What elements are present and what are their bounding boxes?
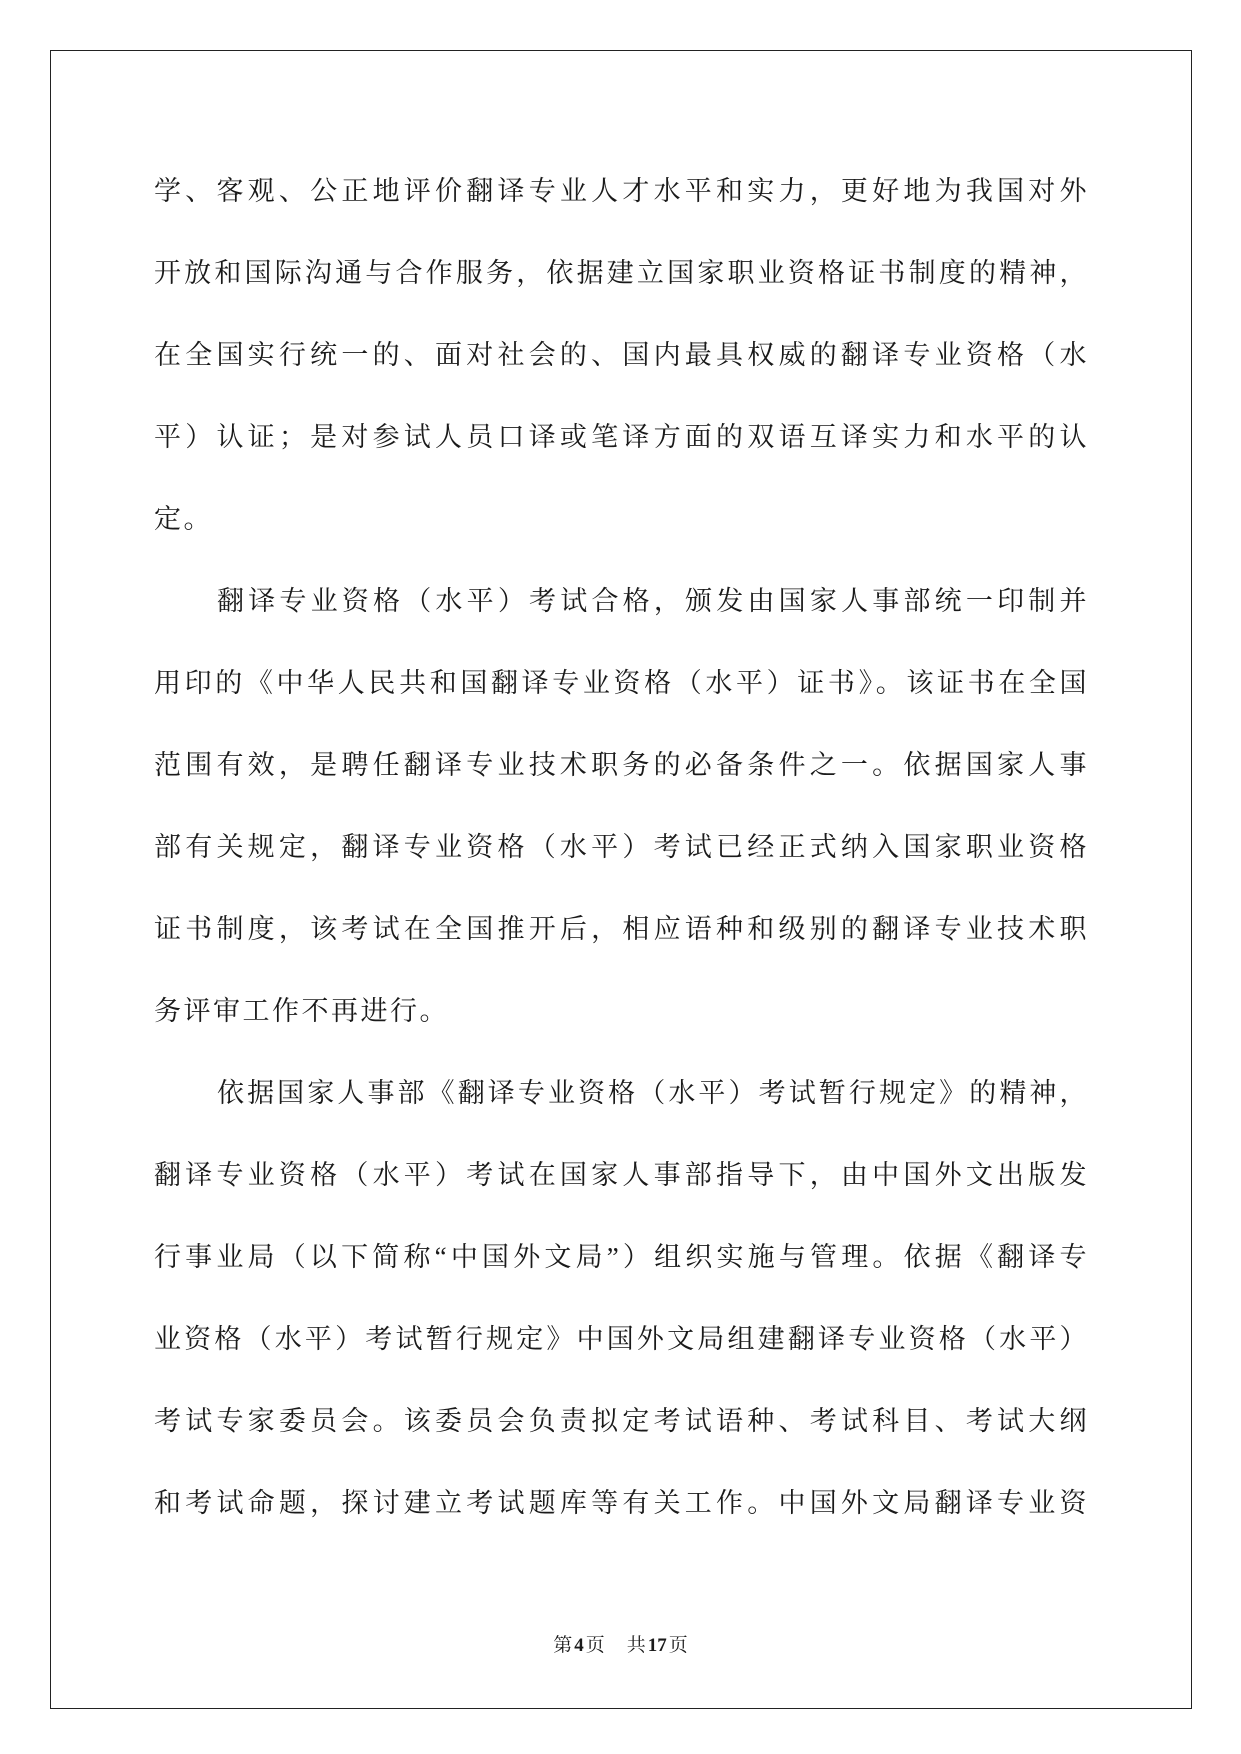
text-line: 翻译专业资格（水平）考试合格，颁发由国家人事部统一印制并: [217, 586, 1089, 616]
page-footer: [0, 1634, 1241, 1658]
text-line: 依据国家人事部《翻译专业资格（水平）考试暂行规定》的精神，: [217, 1078, 1089, 1108]
paragraph-3: [154, 1052, 1089, 1544]
text-line: 在全国实行统一的、面对社会的、国内最具权威的翻译专业资格（水: [154, 340, 1089, 370]
text-line: 用印的《中华人民共和国翻译专业资格（水平）证书》。该证书在全国: [154, 668, 1089, 698]
text-line: 翻译专业资格（水平）考试在国家人事部指导下，由中国外文出版发: [154, 1160, 1089, 1190]
paragraph-1: [154, 150, 1089, 560]
text-line: 部有关规定，翻译专业资格（水平）考试已经正式纳入国家职业资格: [154, 832, 1089, 862]
text-line: 学、客观、公正地评价翻译专业人才水平和实力，更好地为我国对外: [154, 176, 1089, 206]
text-line: 证书制度，该考试在全国推开后，相应语种和级别的翻译专业技术职: [154, 914, 1089, 944]
text-line: 务评审工作不再进行。: [154, 996, 449, 1026]
text-line: 考试专家委员会。该委员会负责拟定考试语种、考试科目、考试大纲: [154, 1406, 1089, 1436]
total-pages-suffix: 页: [668, 1635, 688, 1656]
total-page-count: 17: [647, 1635, 667, 1656]
text-line: 开放和国际沟通与合作服务，依据建立国家职业资格证书制度的精神，: [154, 258, 1089, 288]
document-body: [154, 150, 1089, 1544]
text-line: 范围有效，是聘任翻译专业技术职务的必备条件之一。依据国家人事: [154, 750, 1089, 780]
text-line: 业资格（水平）考试暂行规定》中国外文局组建翻译专业资格（水平）: [154, 1324, 1089, 1354]
text-line: 行事业局（以下简称“中国外文局”）组织实施与管理。依据《翻译专: [154, 1242, 1089, 1272]
text-line: 定。: [154, 504, 213, 534]
total-pages-prefix: 共: [626, 1635, 646, 1656]
page-number-prefix: 第: [553, 1635, 573, 1656]
paragraph-2: [154, 560, 1089, 1052]
current-page-number: 4: [574, 1635, 584, 1656]
text-line: 平）认证；是对参试人员口译或笔译方面的双语互译实力和水平的认: [154, 422, 1089, 452]
page-number-suffix: 页: [585, 1635, 605, 1656]
text-line: 和考试命题，探讨建立考试题库等有关工作。中国外文局翻译专业资: [154, 1488, 1089, 1518]
